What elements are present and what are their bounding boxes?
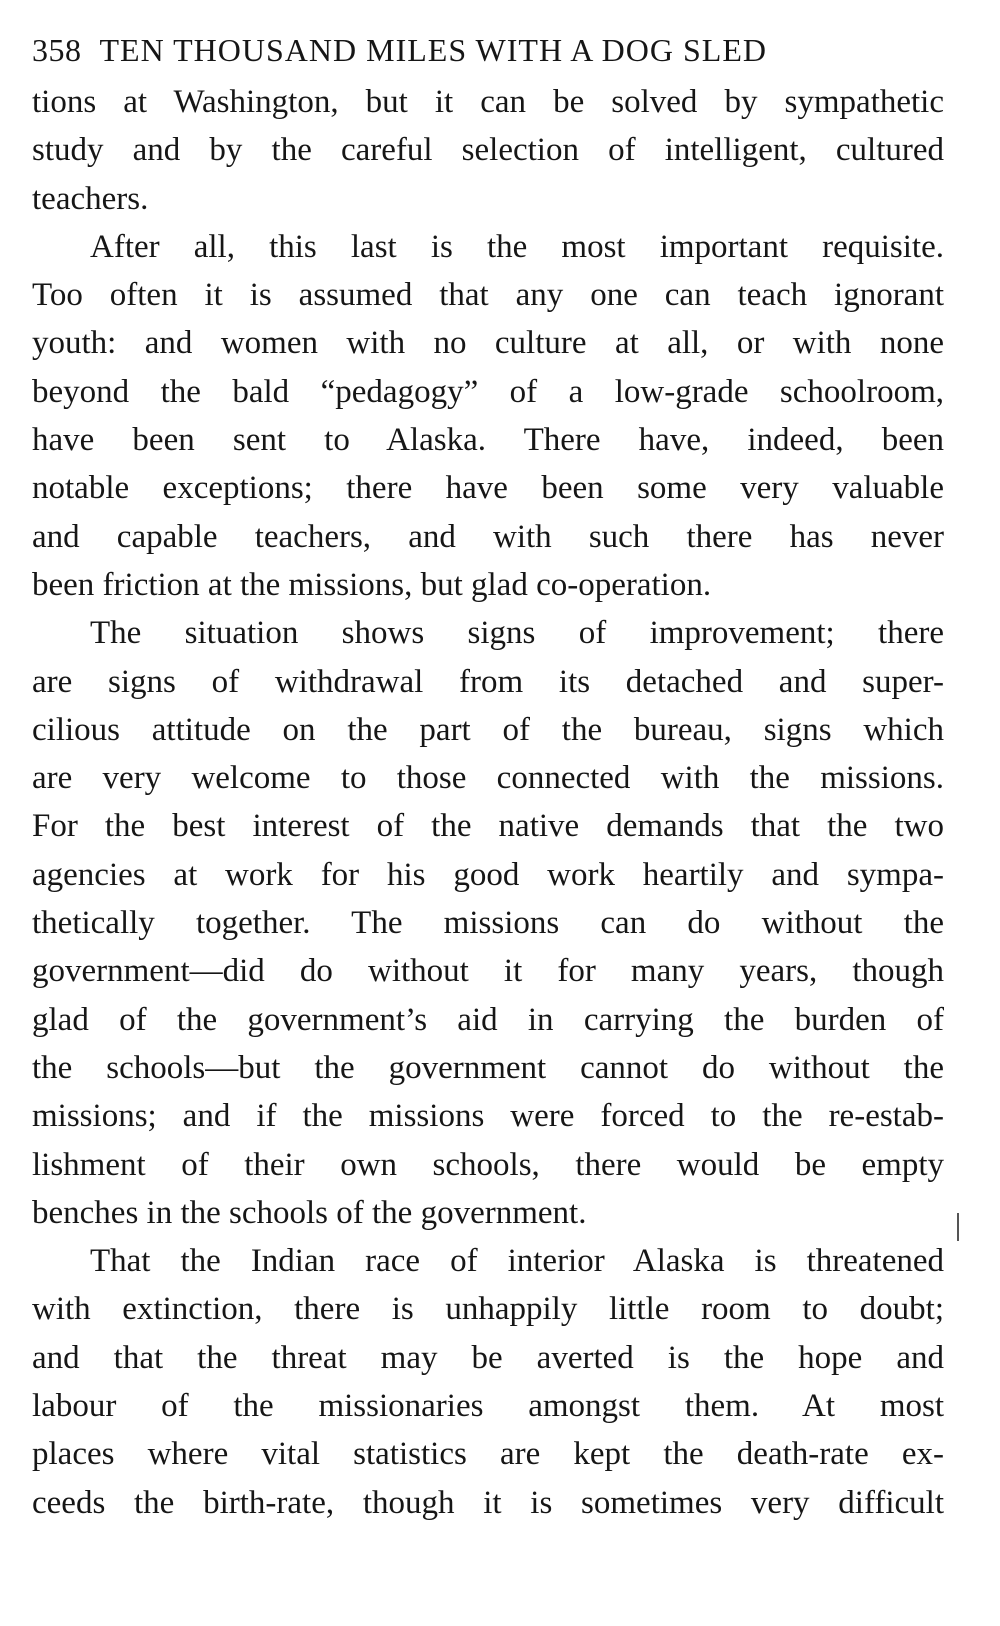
text-line: glad of the government’s aid in carrying the burden of <box>32 1001 944 1038</box>
text-line: ceeds the birth-rate, though it is sometimes very difficult <box>32 1484 944 1521</box>
text-line: and capable teachers, and with such there has never <box>32 518 944 555</box>
text-line: For the best interest of the native demands that the two <box>32 808 944 845</box>
text-line: Too often it is assumed that any one can teach ignorant <box>32 277 944 314</box>
text-line: have been sent to Alaska. There have, indeed, been <box>32 422 944 459</box>
text-line: After all, this last is the most important requisite. <box>90 228 944 265</box>
text-line: missions; and if the missions were forced to the re-estab- <box>32 1098 944 1135</box>
text-line: notable exceptions; there have been some very valuable <box>32 470 944 507</box>
text-line: The situation shows signs of improvement; there <box>90 615 944 652</box>
text-line: been friction at the missions, but glad co-operation. <box>32 566 712 603</box>
text-line: thetically together. The missions can do without the <box>32 905 944 942</box>
text-line: lishment of their own schools, there would be empty <box>32 1146 944 1183</box>
text-line: beyond the bald “pedagogy” of a low-grade schoolroom, <box>32 373 944 410</box>
text-line: study and by the careful selection of intelligent, cultured <box>32 132 944 169</box>
text-line: cilious attitude on the part of the bureau, signs which <box>32 711 944 748</box>
margin-mark <box>957 1213 959 1241</box>
text-line: government—did do without it for many years, though <box>32 953 944 990</box>
running-title: TEN THOUSAND MILES WITH A DOG SLED <box>99 32 767 68</box>
text-line: tions at Washington, but it can be solved by sympathetic <box>32 84 944 120</box>
running-head <box>32 26 944 74</box>
text-line: agencies at work for his good work heartily and sympa- <box>32 856 944 893</box>
text-line: places where vital statistics are kept the death-rate ex- <box>32 1436 944 1473</box>
text-line: youth: and women with no culture at all, or with none <box>32 325 944 362</box>
text-line: labour of the missionaries amongst them. At most <box>32 1388 944 1425</box>
text-line: That the Indian race of interior Alaska is threatened <box>90 1243 944 1280</box>
text-line: teachers. <box>32 180 149 217</box>
text-line: are signs of withdrawal from its detached and super- <box>32 663 944 700</box>
text-line: and that the threat may be averted is the hope and <box>32 1339 944 1376</box>
text-line: are very welcome to those connected with the missions. <box>32 760 944 797</box>
body-text <box>32 78 944 1527</box>
text-line: the schools—but the government cannot do without the <box>32 1049 944 1086</box>
book-page <box>32 26 944 1527</box>
text-line: with extinction, there is unhappily little room to doubt; <box>32 1291 944 1328</box>
text-line: benches in the schools of the government. <box>32 1194 587 1231</box>
page-number: 358 <box>32 32 82 68</box>
